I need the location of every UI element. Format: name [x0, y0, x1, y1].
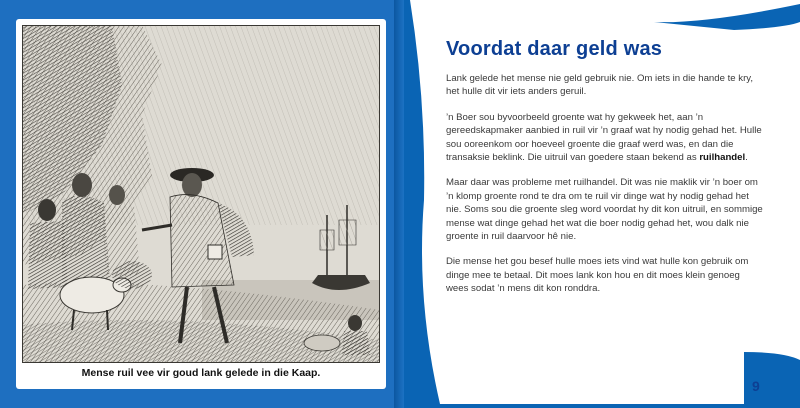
- engraving-svg: [22, 25, 380, 363]
- page-number: 9: [752, 378, 760, 394]
- paragraph-1: Lank gelede het mense nie geld gebruik nie. Om iets in die hande te kry, het hulle dit vir iets anders geruil.: [446, 73, 754, 98]
- paragraph-2-text: ’n Boer sou byvoorbeeld groente wat hy gekweek het, aan ’n gereedskapmaker aanbied in ruil vir ’n graaf wat hy nodig gehad het. Hulle sou ooreenkom oor hoeveel groente die graaf werd was, en dan die transaksie beklink. Die uitruil van goedere staan bekend as: [446, 111, 762, 164]
- body-text: [446, 72, 764, 308]
- paragraph-2-end: .: [745, 152, 748, 164]
- engraving-illustration: [22, 25, 380, 363]
- term-ruilhandel: ruilhandel: [699, 152, 746, 164]
- left-page: [0, 0, 394, 408]
- book-gutter: [394, 0, 404, 408]
- paragraph-3: Maar daar was probleme met ruilhandel. Dit was nie maklik vir ’n boer om ’n klomp groente rond te dra om te ruil vir dinge wat hy nodig gehad het nie. Soms sou die groente sleg word voordat hy dit kon uitruil, en sommige mense wat dinge gehad het wat die boer nodig gehad het, wou dalk nie groente in ruil daarvoor hê nie.: [446, 177, 763, 243]
- image-caption: Mense ruil vee vir goud lank gelede in die Kaap.: [81, 367, 321, 379]
- paragraph-2: [446, 111, 764, 165]
- page-title: Voordat daar geld was: [446, 38, 663, 60]
- paragraph-4: Die mense het gou besef hulle moes iets vind wat hulle kon gebruik om dinge mee te betaal. Dit moes lank kon hou en dit moes klein genoeg wees sodat ’n mens dit kon ronddra.: [446, 256, 749, 295]
- photo-card: [16, 19, 386, 389]
